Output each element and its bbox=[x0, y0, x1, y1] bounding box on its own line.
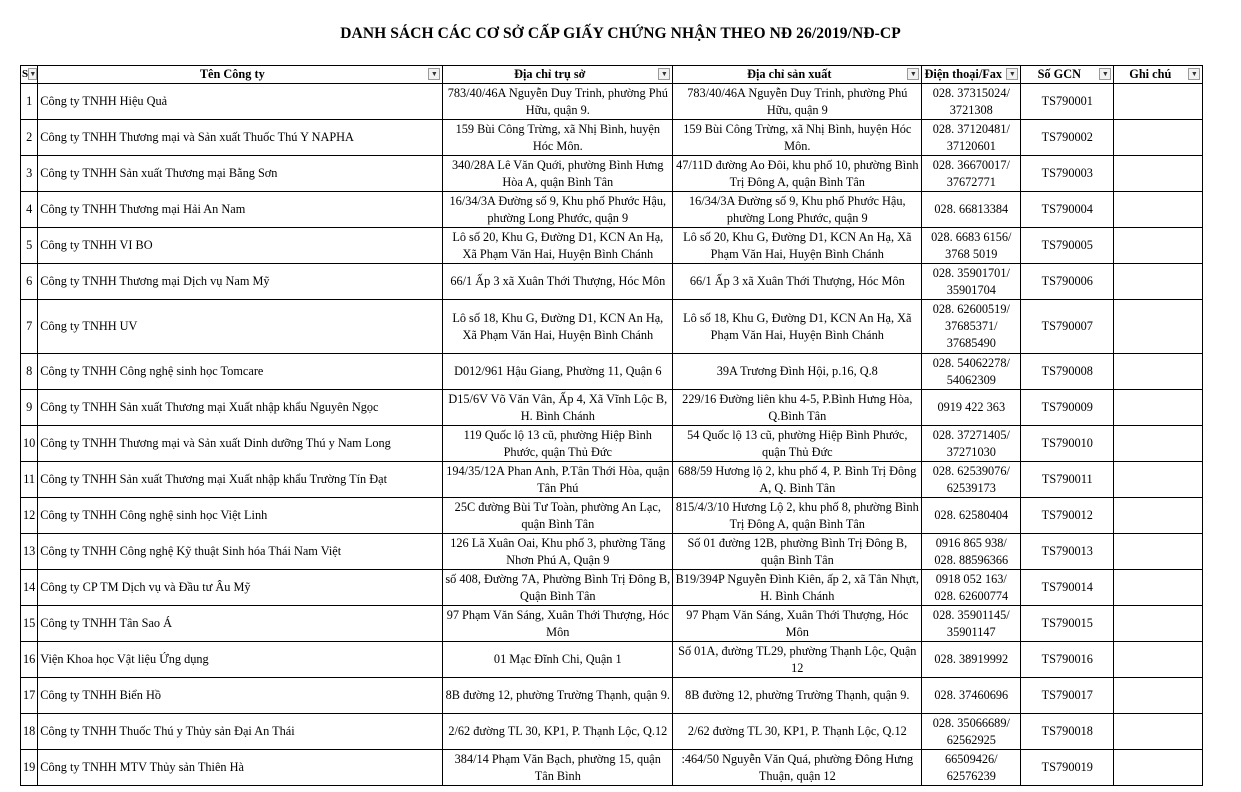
cell-phone-fax[interactable]: 0918 052 163/ 028. 62600774 bbox=[922, 570, 1021, 606]
cell-stt[interactable]: 17 bbox=[21, 678, 38, 714]
cell-certificate-number[interactable]: TS790015 bbox=[1021, 606, 1114, 642]
table-body bbox=[21, 84, 1203, 786]
cell-production-address[interactable]: 688/59 Hương lộ 2, khu phố 4, P. Bình Trị Đông A, Q. Bình Tân bbox=[673, 462, 922, 498]
col-header-company: Tên Công ty ▼ bbox=[38, 66, 443, 84]
cell-certificate-number[interactable]: TS790018 bbox=[1021, 714, 1114, 750]
cell-company-name[interactable]: Công ty TNHH Thương mại Hải An Nam bbox=[38, 192, 443, 228]
cell-production-address[interactable]: 159 Bùi Công Trừng, xã Nhị Bình, huyện Hóc Môn. bbox=[673, 120, 922, 156]
cell-company-name[interactable]: Công ty TNHH VI BO bbox=[38, 228, 443, 264]
table-row bbox=[21, 192, 1203, 228]
cell-notes[interactable] bbox=[1114, 228, 1203, 264]
table-row bbox=[21, 84, 1203, 120]
cell-certificate-number[interactable]: TS790004 bbox=[1021, 192, 1114, 228]
cell-phone-fax[interactable]: 0919 422 363 bbox=[922, 390, 1021, 426]
cell-notes[interactable] bbox=[1114, 642, 1203, 678]
col-header-head-office: Địa chỉ trụ sở ▼ bbox=[443, 66, 673, 84]
cell-company-name[interactable]: Công ty CP TM Dịch vụ và Đầu tư Âu Mỹ bbox=[38, 570, 443, 606]
cell-certificate-number[interactable]: TS790016 bbox=[1021, 642, 1114, 678]
cell-company-name[interactable]: Công ty TNHH Sản xuất Thương mại Bằng Sơn bbox=[38, 156, 443, 192]
cell-company-name[interactable]: Công ty TNHH Thương mại và Sản xuất Dinh dưỡng Thú y Nam Long bbox=[38, 426, 443, 462]
cell-notes[interactable] bbox=[1114, 156, 1203, 192]
cell-phone-fax[interactable]: 028. 37120481/ 37120601 bbox=[922, 120, 1021, 156]
cell-head-office[interactable]: Lô số 20, Khu G, Đường D1, KCN An Hạ, Xã Phạm Văn Hai, Huyện Bình Chánh bbox=[443, 228, 673, 264]
cell-company-name[interactable]: Công ty TNHH MTV Thủy sản Thiên Hà bbox=[38, 750, 443, 786]
cell-head-office[interactable]: 16/34/3A Đường số 9, Khu phố Phước Hậu, phường Long Phước, quận 9 bbox=[443, 192, 673, 228]
table-row bbox=[21, 642, 1203, 678]
table-row bbox=[21, 570, 1203, 606]
cell-phone-fax[interactable]: 66509426/ 62576239 bbox=[922, 750, 1021, 786]
cell-head-office[interactable]: 01 Mạc Đĩnh Chi, Quận 1 bbox=[443, 642, 673, 678]
cell-certificate-number[interactable]: TS790017 bbox=[1021, 678, 1114, 714]
cell-company-name[interactable]: Công ty TNHH Thương mại Dịch vụ Nam Mỹ bbox=[38, 264, 443, 300]
table-row bbox=[21, 426, 1203, 462]
cell-certificate-number[interactable]: TS790009 bbox=[1021, 390, 1114, 426]
cell-stt[interactable]: 3 bbox=[21, 156, 38, 192]
cell-production-address[interactable]: Số 01A, đường TL29, phường Thạnh Lộc, Quận 12 bbox=[673, 642, 922, 678]
cell-stt[interactable]: 13 bbox=[21, 534, 38, 570]
cell-head-office[interactable]: D012/961 Hậu Giang, Phường 11, Quận 6 bbox=[443, 354, 673, 390]
cell-certificate-number[interactable]: TS790005 bbox=[1021, 228, 1114, 264]
cell-phone-fax[interactable]: 028. 36670017/ 37672771 bbox=[922, 156, 1021, 192]
cell-phone-fax[interactable]: 028. 62539076/ 62539173 bbox=[922, 462, 1021, 498]
cell-stt[interactable]: 15 bbox=[21, 606, 38, 642]
cell-phone-fax[interactable]: 028. 35901145/ 35901147 bbox=[922, 606, 1021, 642]
cell-head-office[interactable]: D15/6V Võ Văn Vân, Ấp 4, Xã Vĩnh Lộc B, H. Bình Chánh bbox=[443, 390, 673, 426]
cell-head-office[interactable]: số 408, Đường 7A, Phường Bình Trị Đông B, Quận Bình Tân bbox=[443, 570, 673, 606]
cell-phone-fax[interactable]: 028. 37460696 bbox=[922, 678, 1021, 714]
cell-certificate-number[interactable]: TS790012 bbox=[1021, 498, 1114, 534]
filter-dropdown-icon[interactable]: ▼ bbox=[1006, 68, 1018, 80]
cell-production-address[interactable]: 66/1 Ấp 3 xã Xuân Thới Thượng, Hóc Môn bbox=[673, 264, 922, 300]
table-row bbox=[21, 228, 1203, 264]
cell-production-address[interactable]: 54 Quốc lộ 13 cũ, phường Hiệp Bình Phước, quận Thủ Đức bbox=[673, 426, 922, 462]
cell-stt[interactable]: 4 bbox=[21, 192, 38, 228]
col-header-phone-fax: Điện thoại/Fax ▼ bbox=[922, 66, 1021, 84]
cell-company-name[interactable]: Viện Khoa học Vật liệu Ứng dụng bbox=[38, 642, 443, 678]
filter-dropdown-icon[interactable]: ▼ bbox=[29, 70, 37, 78]
cell-head-office[interactable]: Lô số 18, Khu G, Đường D1, KCN An Hạ, Xã Phạm Văn Hai, Huyện Bình Chánh bbox=[443, 300, 673, 354]
cell-head-office[interactable]: 126 Lã Xuân Oai, Khu phố 3, phường Tăng Nhơn Phú A, Quận 9 bbox=[443, 534, 673, 570]
cell-notes[interactable] bbox=[1114, 354, 1203, 390]
table-row bbox=[21, 714, 1203, 750]
cell-company-name[interactable]: Công ty TNHH Thương mại và Sản xuất Thuốc Thú Y NAPHA bbox=[38, 120, 443, 156]
cell-phone-fax[interactable]: 028. 62580404 bbox=[922, 498, 1021, 534]
cell-certificate-number[interactable]: TS790002 bbox=[1021, 120, 1114, 156]
document-title: DANH SÁCH CÁC CƠ SỞ CẤP GIẤY CHỨNG NHẬN THEO NĐ 26/2019/NĐ-CP bbox=[340, 25, 901, 42]
cell-production-address[interactable]: 229/16 Đường liên khu 4-5, P.Bình Hưng Hòa, Q.Bình Tân bbox=[673, 390, 922, 426]
cell-stt[interactable]: 9 bbox=[21, 390, 38, 426]
cell-production-address[interactable]: Lô số 18, Khu G, Đường D1, KCN An Hạ, Xã Phạm Văn Hai, Huyện Bình Chánh bbox=[673, 300, 922, 354]
cell-notes[interactable] bbox=[1114, 714, 1203, 750]
cell-certificate-number[interactable]: TS790006 bbox=[1021, 264, 1114, 300]
table-row bbox=[21, 750, 1203, 786]
cell-stt[interactable]: 5 bbox=[21, 228, 38, 264]
cell-certificate-number[interactable]: TS790019 bbox=[1021, 750, 1114, 786]
cell-stt[interactable]: 8 bbox=[21, 354, 38, 390]
cell-company-name[interactable]: Công ty TNHH Thuốc Thú y Thủy sản Đại An Thái bbox=[38, 714, 443, 750]
cell-phone-fax[interactable]: 028. 38919992 bbox=[922, 642, 1021, 678]
col-header-notes: Ghi chú ▼ bbox=[1114, 66, 1203, 84]
filter-dropdown-icon[interactable]: ▼ bbox=[907, 68, 919, 80]
cell-phone-fax[interactable]: 028. 62600519/ 37685371/ 37685490 bbox=[922, 300, 1021, 354]
col-header-certificate-number: Số GCN ▼ bbox=[1021, 66, 1114, 84]
cell-notes[interactable] bbox=[1114, 498, 1203, 534]
table-row bbox=[21, 390, 1203, 426]
cell-certificate-number[interactable]: TS790014 bbox=[1021, 570, 1114, 606]
cell-certificate-number[interactable]: TS790011 bbox=[1021, 462, 1114, 498]
filter-dropdown-icon[interactable]: ▼ bbox=[1188, 68, 1200, 80]
cell-company-name[interactable]: Công ty TNHH Sản xuất Thương mại Xuất nhập khẩu Nguyên Ngọc bbox=[38, 390, 443, 426]
cell-notes[interactable] bbox=[1114, 300, 1203, 354]
cell-phone-fax[interactable]: 0916 865 938/ 028. 88596366 bbox=[922, 534, 1021, 570]
cell-production-address[interactable]: B19/394P Nguyễn Đình Kiên, ấp 2, xã Tân Nhựt, H. Bình Chánh bbox=[673, 570, 922, 606]
cell-head-office[interactable]: 384/14 Phạm Văn Bạch, phường 15, quận Tân Bình bbox=[443, 750, 673, 786]
cell-production-address[interactable]: 815/4/3/10 Hương Lộ 2, khu phố 8, phường Bình Trị Đông A, quận Bình Tân bbox=[673, 498, 922, 534]
table-row bbox=[21, 606, 1203, 642]
cell-notes[interactable] bbox=[1114, 192, 1203, 228]
cell-production-address[interactable]: 783/40/46A Nguyễn Duy Trinh, phường Phú Hữu, quận 9 bbox=[673, 84, 922, 120]
cell-company-name[interactable]: Công ty TNHH Công nghệ sinh học Việt Linh bbox=[38, 498, 443, 534]
cell-company-name[interactable]: Công ty TNHH Công nghệ sinh học Tomcare bbox=[38, 354, 443, 390]
cell-company-name[interactable]: Công ty TNHH UV bbox=[38, 300, 443, 354]
cell-production-address[interactable]: 47/11D đường Ao Đôi, khu phố 10, phường Bình Trị Đông A, quận Bình Tân bbox=[673, 156, 922, 192]
cell-phone-fax[interactable]: 028. 37315024/ 3721308 bbox=[922, 84, 1021, 120]
header-row bbox=[21, 66, 1203, 84]
cell-stt[interactable]: 19 bbox=[21, 750, 38, 786]
cell-company-name[interactable]: Công ty TNHH Tân Sao Á bbox=[38, 606, 443, 642]
cell-notes[interactable] bbox=[1114, 120, 1203, 156]
cell-head-office[interactable]: 25C đường Bùi Tư Toàn, phường An Lạc, quận Bình Tân bbox=[443, 498, 673, 534]
cell-notes[interactable] bbox=[1114, 264, 1203, 300]
cell-stt[interactable]: 6 bbox=[21, 264, 38, 300]
cell-notes[interactable] bbox=[1114, 678, 1203, 714]
cell-stt[interactable]: 7 bbox=[21, 300, 38, 354]
cell-production-address[interactable]: 16/34/3A Đường số 9, Khu phố Phước Hậu, phường Long Phước, quận 9 bbox=[673, 192, 922, 228]
cell-phone-fax[interactable]: 028. 35901701/ 35901704 bbox=[922, 264, 1021, 300]
cell-stt[interactable]: 14 bbox=[21, 570, 38, 606]
cell-phone-fax[interactable]: 028. 35066689/ 62562925 bbox=[922, 714, 1021, 750]
cell-production-address[interactable]: Lô số 20, Khu G, Đường D1, KCN An Hạ, Xã Phạm Văn Hai, Huyện Bình Chánh bbox=[673, 228, 922, 264]
cell-head-office[interactable]: 66/1 Ấp 3 xã Xuân Thới Thượng, Hóc Môn bbox=[443, 264, 673, 300]
cell-notes[interactable] bbox=[1114, 462, 1203, 498]
cell-head-office[interactable]: 2/62 đường TL 30, KP1, P. Thạnh Lộc, Q.12 bbox=[443, 714, 673, 750]
table-row bbox=[21, 462, 1203, 498]
cell-head-office[interactable]: 340/28A Lê Văn Quới, phường Bình Hưng Hòa A, quận Bình Tân bbox=[443, 156, 673, 192]
cell-stt[interactable]: 11 bbox=[21, 462, 38, 498]
table-row bbox=[21, 264, 1203, 300]
cell-head-office[interactable]: 783/40/46A Nguyễn Duy Trinh, phường Phú Hữu, quận 9. bbox=[443, 84, 673, 120]
cell-notes[interactable] bbox=[1114, 534, 1203, 570]
table-row bbox=[21, 354, 1203, 390]
cell-certificate-number[interactable]: TS790010 bbox=[1021, 426, 1114, 462]
cell-stt[interactable]: 18 bbox=[21, 714, 38, 750]
cell-production-address[interactable]: 39A Trương Đình Hội, p.16, Q.8 bbox=[673, 354, 922, 390]
cell-certificate-number[interactable]: TS790007 bbox=[1021, 300, 1114, 354]
filter-dropdown-icon[interactable]: ▼ bbox=[658, 68, 670, 80]
cell-stt[interactable]: 1 bbox=[21, 84, 38, 120]
cell-production-address[interactable]: :464/50 Nguyễn Văn Quá, phường Đông Hưng Thuận, quận 12 bbox=[673, 750, 922, 786]
filter-dropdown-icon[interactable]: ▼ bbox=[1099, 68, 1111, 80]
cell-production-address[interactable]: 2/62 đường TL 30, KP1, P. Thạnh Lộc, Q.12 bbox=[673, 714, 922, 750]
cell-stt[interactable]: 12 bbox=[21, 498, 38, 534]
table-row bbox=[21, 534, 1203, 570]
cell-stt[interactable]: 2 bbox=[21, 120, 38, 156]
table-row bbox=[21, 678, 1203, 714]
cell-phone-fax[interactable]: 028. 37271405/ 37271030 bbox=[922, 426, 1021, 462]
cell-certificate-number[interactable]: TS790013 bbox=[1021, 534, 1114, 570]
cell-production-address[interactable]: 8B đường 12, phường Trường Thạnh, quận 9. bbox=[673, 678, 922, 714]
cell-phone-fax[interactable]: 028. 54062278/ 54062309 bbox=[922, 354, 1021, 390]
cell-head-office[interactable]: 119 Quốc lộ 13 cũ, phường Hiệp Bình Phước, quận Thủ Đức bbox=[443, 426, 673, 462]
cell-notes[interactable] bbox=[1114, 750, 1203, 786]
cell-stt[interactable]: 10 bbox=[21, 426, 38, 462]
table-row bbox=[21, 498, 1203, 534]
cell-company-name[interactable]: Công ty TNHH Công nghệ Kỹ thuật Sinh hóa Thái Nam Việt bbox=[38, 534, 443, 570]
cell-phone-fax[interactable]: 028. 66813384 bbox=[922, 192, 1021, 228]
cell-notes[interactable] bbox=[1114, 84, 1203, 120]
cell-head-office[interactable]: 8B đường 12, phường Trường Thạnh, quận 9. bbox=[443, 678, 673, 714]
cell-certificate-number[interactable]: TS790003 bbox=[1021, 156, 1114, 192]
cell-head-office[interactable]: 159 Bùi Công Trừng, xã Nhị Bình, huyện Hóc Môn. bbox=[443, 120, 673, 156]
cell-notes[interactable] bbox=[1114, 570, 1203, 606]
cell-head-office[interactable]: 97 Phạm Văn Sáng, Xuân Thới Thượng, Hóc Môn bbox=[443, 606, 673, 642]
cell-certificate-number[interactable]: TS790001 bbox=[1021, 84, 1114, 120]
cell-company-name[interactable]: Công ty TNHH Biển Hồ bbox=[38, 678, 443, 714]
table-row bbox=[21, 300, 1203, 354]
cell-head-office[interactable]: 194/35/12A Phan Anh, P.Tân Thới Hòa, quận Tân Phú bbox=[443, 462, 673, 498]
col-header-stt: S ▼ bbox=[21, 66, 38, 84]
cell-notes[interactable] bbox=[1114, 390, 1203, 426]
cell-phone-fax[interactable]: 028. 6683 6156/ 3768 5019 bbox=[922, 228, 1021, 264]
table-row bbox=[21, 156, 1203, 192]
col-header-production-address: Địa chỉ sản xuất ▼ bbox=[673, 66, 922, 84]
cell-company-name[interactable]: Công ty TNHH Sản xuất Thương mại Xuất nhập khẩu Trường Tín Đạt bbox=[38, 462, 443, 498]
certificate-table bbox=[20, 65, 1203, 786]
cell-company-name[interactable]: Công ty TNHH Hiệu Quả bbox=[38, 84, 443, 120]
cell-stt[interactable]: 16 bbox=[21, 642, 38, 678]
table-row bbox=[21, 120, 1203, 156]
cell-production-address[interactable]: 97 Phạm Văn Sáng, Xuân Thới Thượng, Hóc Môn bbox=[673, 606, 922, 642]
filter-dropdown-icon[interactable]: ▼ bbox=[428, 68, 440, 80]
cell-production-address[interactable]: Số 01 đường 12B, phường Bình Trị Đông B, quận Bình Tân bbox=[673, 534, 922, 570]
cell-notes[interactable] bbox=[1114, 426, 1203, 462]
cell-certificate-number[interactable]: TS790008 bbox=[1021, 354, 1114, 390]
cell-notes[interactable] bbox=[1114, 606, 1203, 642]
